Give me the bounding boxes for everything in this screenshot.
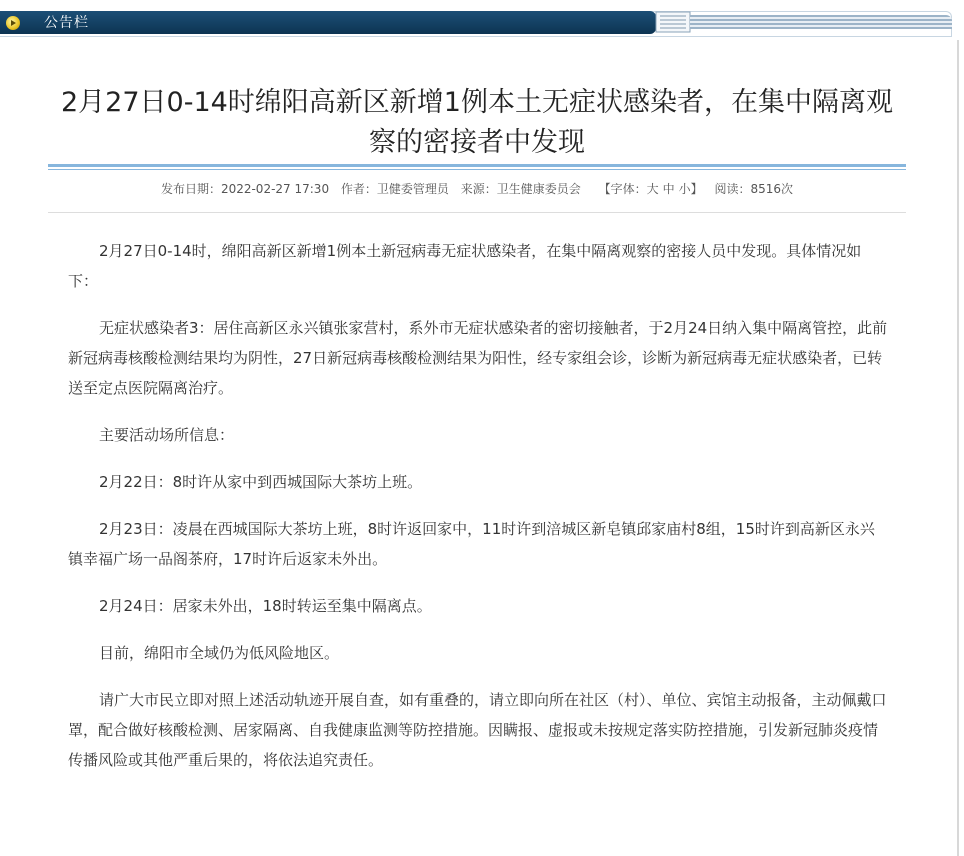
paragraph: 请广大市民立即对照上述活动轨迹开展自查，如有重叠的，请立即向所在社区（村）、单位、宾馆主动报备，主动佩戴口罩，配合做好核酸检测、居家隔离、自我健康监测等防控措施。因瞒报、虚报或未按规定落实防控措施，引发新冠肺炎疫情传播风险或其他严重后果的，将依法追究责任。 <box>68 691 887 769</box>
font-medium-link[interactable]: 中 <box>662 182 675 196</box>
meta-divider <box>48 212 906 213</box>
source: 来源：卫生健康委员会 <box>460 182 581 196</box>
paragraph: 无症状感染者3：居住高新区永兴镇张家营村，系外市无症状感染者的密切接触者，于2月24日纳入集中隔离管控，此前新冠病毒核酸检测结果均为阴性，27日新冠病毒核酸检测结果为阳性，经专家组会诊，诊断为新冠病毒无症状感染者，已转送至定点医院隔离治疗。 <box>68 319 888 397</box>
header-title: 公告栏 <box>44 15 89 31</box>
page-curl-icon <box>652 10 692 34</box>
paragraph: 2月23日：凌晨在西城国际大茶坊上班，8时许返回家中，11时许到涪城区新皂镇邱家庙村8组，15时许到高新区永兴镇幸福广场一品阁茶府，17时许后返家未外出。 <box>68 520 875 568</box>
view-count: 阅读：8516次 <box>714 182 794 196</box>
header-tab <box>0 11 656 34</box>
font-size-control <box>599 182 703 196</box>
article-meta <box>48 180 906 198</box>
paragraph: 主要活动场所信息： <box>99 426 235 444</box>
bullet-arrow-icon <box>6 16 20 30</box>
title-divider <box>48 164 906 167</box>
font-label-open: 【字体： <box>598 182 647 196</box>
notice-header-bar <box>0 0 964 40</box>
paragraph: 目前，绵阳市全域仍为低风险地区。 <box>99 644 340 662</box>
font-label-close: 】 <box>690 182 703 196</box>
author: 作者：卫健委管理员 <box>340 182 449 196</box>
paragraph: 2月22日：8时许从家中到西城国际大茶坊上班。 <box>99 473 423 491</box>
paragraph: 2月24日：居家未外出，18时转运至集中隔离点。 <box>99 597 432 615</box>
article-title: 2月27日0-14时绵阳高新区新增1例本土无症状感染者，在集中隔离观察的密接者中发现 <box>61 87 893 158</box>
publish-date: 发布日期：2022-02-27 17:30 <box>160 182 330 196</box>
paragraph: 2月27日0-14时，绵阳高新区新增1例本土新冠病毒无症状感染者，在集中隔离观察的密接人员中发现。具体情况如下： <box>68 242 862 290</box>
header-stripes <box>690 15 952 29</box>
font-small-link[interactable]: 小 <box>678 182 691 196</box>
font-large-link[interactable]: 大 <box>646 182 659 196</box>
frame-border <box>957 40 959 856</box>
article-body <box>68 236 888 792</box>
title-divider-thin <box>48 169 906 170</box>
